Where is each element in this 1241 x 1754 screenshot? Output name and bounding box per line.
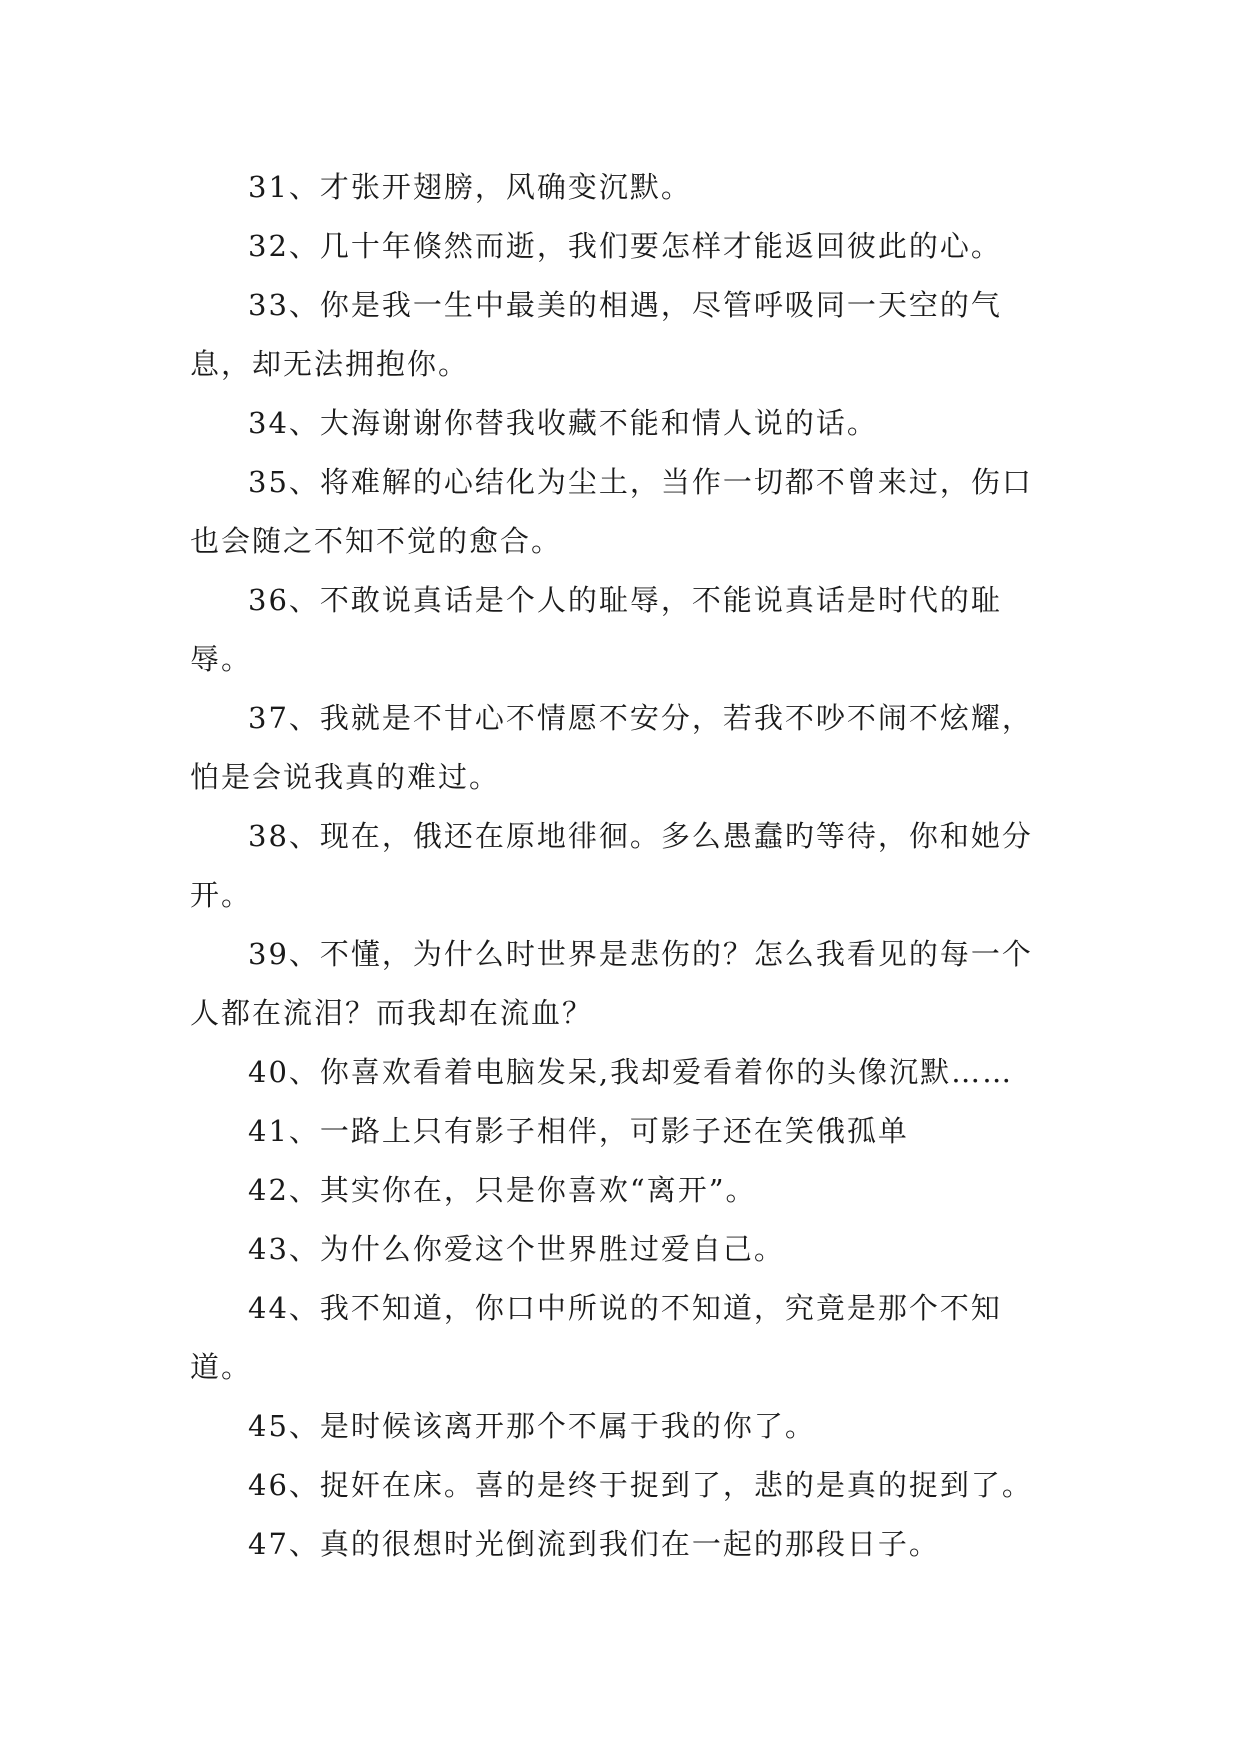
paragraph-33: 33、你是我一生中最美的相遇，尽管呼吸同一天空的气息，却无法拥抱你。 xyxy=(190,288,1002,381)
paragraph-31: 31、才张开翅膀，风确变沉默。 xyxy=(248,170,692,204)
paragraph-43: 43、为什么你爱这个世界胜过爱自己。 xyxy=(248,1232,785,1266)
document-body xyxy=(190,158,1060,1574)
paragraph-37: 37、我就是不甘心不情愿不安分，若我不吵不闹不炫耀，怕是会说我真的难过。 xyxy=(190,701,1033,794)
paragraph-34: 34、大海谢谢你替我收藏不能和情人说的话。 xyxy=(248,406,878,440)
paragraph-35: 35、将难解的心结化为尘土，当作一切都不曾来过，伤口也会随之不知不觉的愈合。 xyxy=(190,465,1033,558)
paragraph-32: 32、几十年倏然而逝，我们要怎样才能返回彼此的心。 xyxy=(248,229,1002,263)
paragraph-46: 46、捉奸在床。喜的是终于捉到了，悲的是真的捉到了。 xyxy=(248,1468,1033,1502)
paragraph-38: 38、现在，俄还在原地徘徊。多么愚蠢旳等待，你和她分开。 xyxy=(190,819,1033,912)
paragraph-42: 42、其实你在，只是你喜欢“离开”。 xyxy=(248,1173,757,1207)
paragraph-47: 47、真的很想时光倒流到我们在一起的那段日子。 xyxy=(248,1527,940,1561)
paragraph-39: 39、不懂，为什么时世界是悲伤的？怎么我看见的每一个人都在流泪？而我却在流血？ xyxy=(190,937,1033,1030)
paragraph-45: 45、是时候该离开那个不属于我的你了。 xyxy=(248,1409,816,1443)
paragraph-36: 36、不敢说真话是个人的耻辱，不能说真话是时代的耻辱。 xyxy=(190,583,1002,676)
paragraph-41: 41、一路上只有影子相伴，可影子还在笑俄孤单 xyxy=(248,1114,909,1148)
paragraph-40: 40、你喜欢看着电脑发呆,我却爱看着你的头像沉默…… xyxy=(248,1055,1014,1089)
paragraph-44: 44、我不知道，你口中所说的不知道，究竟是那个不知道。 xyxy=(190,1291,1002,1384)
